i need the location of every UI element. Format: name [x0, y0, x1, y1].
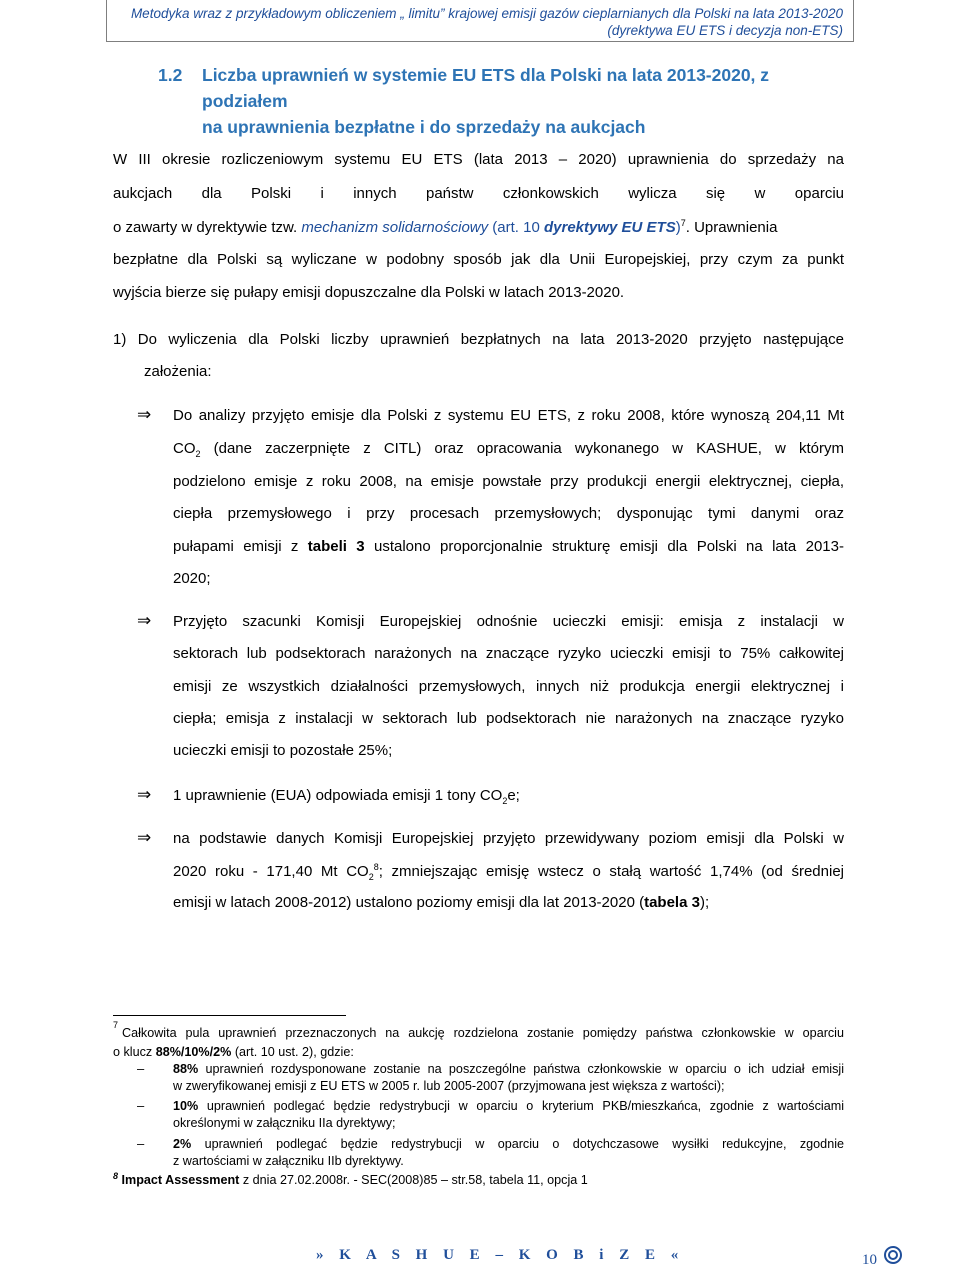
bullet4-line-2: 2020 roku - 171,40 Mt $CO_2^8$; zmniejszając emisję wstecz o stałą wartość 1,74% (od średniej — [173, 862, 844, 882]
header-subtitle: (dyrektywa EU ETS i decyzja non-ETS) — [607, 23, 843, 38]
footnote7-item2-line-2: określonymi w załączniku IIa dyrektywy; — [173, 1116, 396, 1130]
footnote7-mark: 7 — [113, 1020, 119, 1030]
footnote7-item2-line-1: 10% uprawnień podlegać będzie redystrybucji w oparciu o kryterium PKB/mieszkańca, zgodnie z wartościami — [173, 1099, 844, 1113]
intro-line-3: o zawarty w dyrektywie tzw. mechanizm solidarnościowy (art. 10 dyrektywy EU ETS)$^7$. Uprawnienia — [113, 218, 778, 236]
arrow-bullet-icon: ⇒ — [137, 828, 152, 847]
footnote7-line-2: o klucz 88%/10%/2% (art. 10 ust. 2), gdzie: — [113, 1045, 354, 1059]
bullet1-line-3: podzielono emisje z roku 2008, na emisje powstałe przy produkcji energii elektrycznej, ciepła, — [173, 473, 844, 490]
footnote8: $^8$ Impact Assessment z dnia 27.02.2008r. - SEC(2008)85 – str.58, tabela 11, opcja 1 — [113, 1171, 588, 1188]
dash-bullet-icon: – — [137, 1061, 145, 1076]
bullet2-line-4: ciepła; emisja z instalacji w sektorach lub podsektorach nie narażonych na znaczące ryzyko — [173, 710, 844, 727]
footnote-separator — [113, 1015, 346, 1016]
bullet3-line: 1 uprawnienie (EUA) odpowiada emisji 1 tony $CO_2e$; — [173, 787, 520, 806]
page-number: 10 — [862, 1252, 877, 1268]
intro-line-4: bezpłatne dla Polski są wyliczane w podobny sposób jak dla Unii Europejskiej, przy czym za punkt — [113, 251, 844, 268]
footnote7-line-1: Całkowita pula uprawnień przeznaczonych na aukcję rozdzielona zostanie pomiędzy państwa członkowskie w oparciu — [122, 1026, 844, 1040]
bullet1-line-6: 2020; — [173, 570, 211, 587]
bullet1-line-5: pułapami emisji z tabeli 3 ustalono proporcjonalnie strukturę emisji dla Polski na lata 2013- — [173, 538, 844, 555]
dash-bullet-icon: – — [137, 1136, 145, 1151]
footnote-ref-8: 8 — [373, 862, 379, 872]
section-heading — [158, 62, 858, 140]
bullet2-line-5: ucieczki emisji to pozostałe 25%; — [173, 742, 393, 759]
footnote7-item3-line-2: z wartościami w załączniku IIb dyrektywy. — [173, 1154, 404, 1168]
arrow-bullet-icon: ⇒ — [137, 785, 152, 804]
footer-brand: » K A S H U E – K O B i Z E « — [316, 1247, 685, 1263]
bullet2-line-1: Przyjęto szacunki Komisji Europejskiej odnośnie ucieczki emisji: emisja z instalacji w — [173, 613, 844, 630]
header-title: Metodyka wraz z przykładowym obliczeniem „ limitu” krajowej emisji gazów cieplarnianych dla Polski na lata 2013-2020 — [130, 6, 843, 21]
bullet1-line-1: Do analizy przyjęto emisje dla Polski z systemu EU ETS, z roku 2008, które wynoszą 204,11 Mt — [173, 407, 844, 424]
footnote-ref-7: 7 — [680, 218, 686, 228]
target-circle-icon — [884, 1246, 902, 1264]
footnote7-item1-line-2: w zweryfikowanej emisji z EU ETS w 2005 r. lub 2005-2007 (przyjmowana jest większa z wartości); — [173, 1079, 725, 1093]
intro-line-2: aukcjach dla Polski i innych państw członkowskich wylicza się w oparciu — [113, 185, 844, 202]
section-title-line2: na uprawnienia bezpłatne i do sprzedaży na aukcjach — [202, 117, 646, 137]
intro-line-5: wyjścia bierze się pułapy emisji dopuszczalne dla Polski w latach 2013-2020. — [113, 284, 625, 301]
arrow-bullet-icon: ⇒ — [137, 405, 152, 424]
point1-line-1: 1) Do wyliczenia dla Polski liczby uprawnień bezpłatnych na lata 2013-2020 przyjęto następujące — [113, 331, 844, 348]
bullet4-line-3: emisji w latach 2008-2012) ustalono poziomy emisji dla lat 2013-2020 (tabela 3); — [173, 894, 710, 911]
intro-line-1: W III okresie rozliczeniowym systemu EU ETS (lata 2013 – 2020) uprawnienia do sprzedaży na — [113, 151, 844, 168]
dash-bullet-icon: – — [137, 1098, 145, 1113]
section-title-line1: Liczba uprawnień w systemie EU ETS dla Polski na lata 2013-2020, z podziałem — [202, 65, 770, 111]
arrow-bullet-icon: ⇒ — [137, 611, 152, 630]
bullet2-line-3: emisji ze wszystkich działalności przemysłowych, innych niż produkcja energii elektrycznej i — [173, 678, 844, 695]
bullet4-line-1: na podstawie danych Komisji Europejskiej przyjęto przewidywany poziom emisji dla Polski w — [173, 830, 844, 847]
bullet2-line-2: sektorach lub podsektorach narażonych na znaczące ryzyko ucieczki emisji to 75% całkowitej — [173, 645, 844, 662]
page-header — [106, 0, 854, 42]
point1-line-2: założenia: — [144, 363, 212, 380]
section-number: 1.2 — [158, 65, 183, 85]
footnote7-item1-line-1: 88% uprawnień rozdysponowane zostanie na poszczególne państwa członkowskie w oparciu o ich udział emisji — [173, 1062, 844, 1076]
bullet1-line-4: ciepła przemysłowego i przy procesach przemysłowych; dysponując tymi danymi oraz — [173, 505, 844, 522]
footnote7-item3-line-1: 2% uprawnień podlegać będzie redystrybucji w oparciu o dotychczasowe wysiłki redukcyjne, zgodnie — [173, 1137, 844, 1151]
bullet1-line-2: $CO_2$ (dane zaczerpnięte z CITL) oraz opracowania wykonanego w KASHUE, w którym — [173, 440, 844, 459]
